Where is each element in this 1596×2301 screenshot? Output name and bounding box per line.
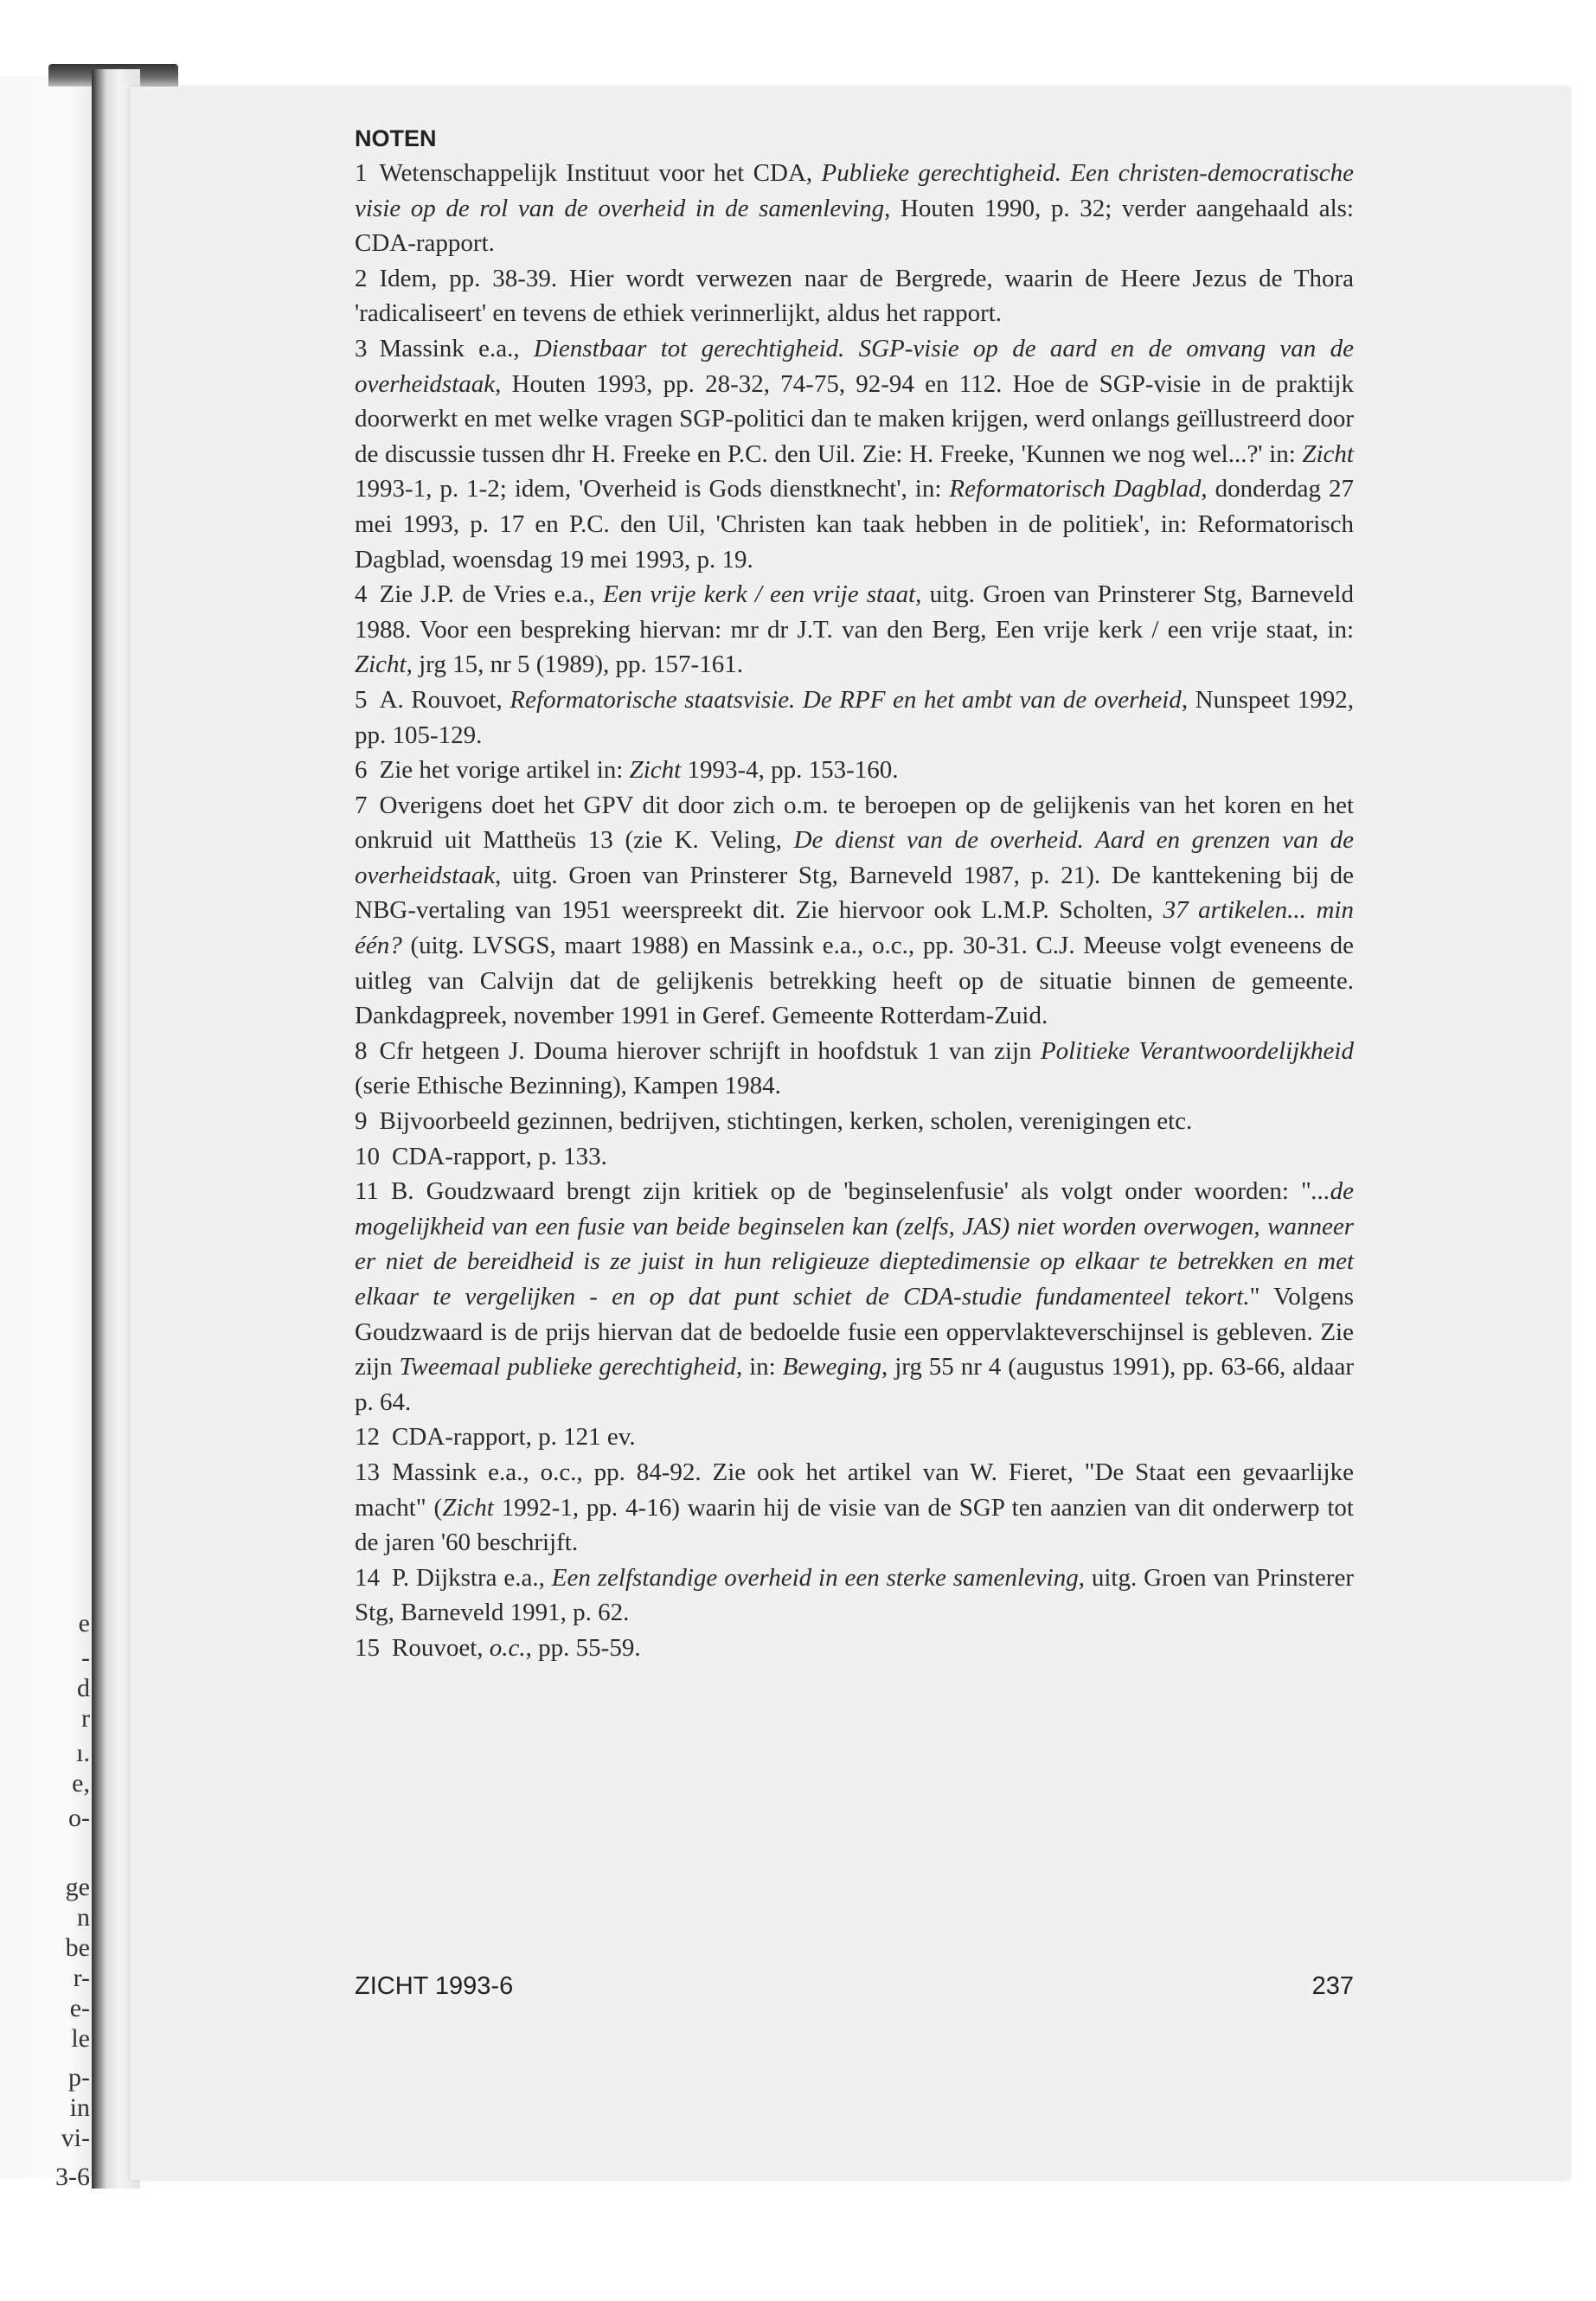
left-page-fragment: e, [72,1769,90,1798]
note-10 [355,1139,1354,1175]
note-number: 7 [355,791,368,819]
note-number: 10 [355,1142,380,1170]
note-text: , jrg 15, nr 5 (1989), pp. 157-161. [406,651,743,679]
note-number: 8 [355,1036,368,1065]
notes-heading: NOTEN [355,125,437,151]
note-number: 5 [355,685,368,714]
left-page-fragment: le [71,2024,90,2053]
note-text: Zie het vorige artikel in: [379,756,630,785]
note-text: , in: [735,1353,783,1381]
note-text: (uitg. LVSGS, maart 1988) en Massink e.a., o.c., pp. 30-31. C.J. Meeuse volgt eveneens de uitleg van Calvijn dat de gelijkenis betrekking heeft op de situatie binnen de gemeente. Dankdagpreek, november 1991 in Geref. Gemeente Rotterdam-Zuid. [355,932,1354,1030]
note-15 [355,1631,1354,1666]
note-text: Massink e.a., o.c., pp. 84-92. Zie ook het artikel van W. Fieret, "De Staat een gevaarlijke macht" ( [355,1458,1354,1522]
note-text: 1993-1, p. 1-2; idem, 'Overheid is Gods dienstknecht', in: [355,475,950,503]
left-page-fragment: o- [68,1804,90,1832]
note-7 [355,788,1354,1034]
note-text: " Volgens Goudzwaard is de prijs hiervan dat de bedoelde fusie een oppervlakteverschijnsel is gebleven. Zie zijn [355,1283,1355,1381]
note-text: , pp. 55-59. [525,1633,641,1662]
note-text: , uitg. Groen van Prinsterer Stg, Barneveld 1987, p. 21). De kanttekening bij de NBG-vertaling van 1951 weerspreekt dit. Zie hiervoor ook L.M.P. Scholten, [355,861,1354,925]
note-number: 13 [355,1458,380,1486]
note-number: 11 [355,1177,379,1206]
note-text: , donderdag 27 mei 1993, p. 17 en P.C. den Uil, 'Christen kan taak hebben in de politiek', in: Reformatorisch Dagblad, woensdag 19 mei 1993, p. 19. [355,475,1354,574]
note-text: (serie Ethische Bezinning), Kampen 1984. [355,1072,781,1100]
page-number: 237 [1311,1972,1354,2000]
note-number: 6 [355,756,368,785]
note-title-italic: De dienst van de overheid. Aard en grenzen van de overheidstaak [355,826,1354,889]
left-page-fragment: d [77,1674,90,1702]
note-number: 4 [355,580,368,609]
note-11 [355,1174,1354,1420]
note-8 [355,1034,1354,1104]
note-title-italic: 37 artikelen... min één? [355,896,1354,960]
note-text: 1992-1, pp. 4-16) waarin hij de visie van de SGP ten aanzien van dit onderwerp tot de jaren '60 beschrijft. [355,1493,1354,1557]
note-number: 1 [355,159,368,187]
note-number: 15 [355,1633,380,1662]
note-number: 9 [355,1107,368,1136]
note-12 [355,1420,1354,1455]
note-text: , Houten 1993, pp. 28-32, 74-75, 92-94 en 112. Hoe de SGP-visie in de praktijk doorwerkt en met welke vragen SGP-politici dan te maken krijgen, werd onlangs geïllustreerd door de discussie tussen dhr H. Freeke en P.C. den Uil. Zie: H. Freeke, 'Kunnen we nog wel...?' in: [355,369,1354,468]
note-title-italic: ...de mogelijkheid van een fusie van beide beginselen kan (zelfs, JAS) niet worden overwogen, wanneer er niet de bereidheid is ze juist in hun religieuze dieptedimensie op elkaar te betrekken en met elkaar te vergelijken - en op dat punt schiet de CDA-studie fundamenteel tekort. [355,1177,1354,1311]
note-text: , uitg. Groen van Prinsterer Stg, Barneveld 1991, p. 62. [355,1563,1354,1627]
note-text: Rouvoet, [392,1633,490,1662]
note-text: CDA-rapport, p. 133. [392,1142,607,1170]
left-page-fragment: e- [69,1994,90,2022]
left-page-fragment: ge [65,1873,90,1901]
note-1 [355,156,1354,261]
note-title-italic: Beweging [782,1353,882,1381]
note-title-italic: Zicht [442,1493,494,1522]
note-text: B. Goudzwaard brengt zijn kritiek op de 'beginselenfusie' als volgt onder woorden: " [390,1177,1311,1206]
note-title-italic: o.c. [489,1633,526,1662]
note-title-italic: Zicht [629,756,682,785]
note-14 [355,1561,1354,1631]
note-text: Wetenschappelijk Instituut voor het CDA, [379,159,822,187]
left-page-fragment: 3-6 [55,2163,90,2191]
note-text: CDA-rapport, p. 121 ev. [392,1423,636,1452]
note-title-italic: Tweemaal publieke gerechtigheid [399,1353,736,1381]
note-text: 1993-4, pp. 153-160. [681,756,899,785]
note-title-italic: Reformatorisch Dagblad [949,475,1202,503]
journal-issue: ZICHT 1993-6 [355,1972,514,2000]
note-text: A. Rouvoet, [379,685,510,714]
note-text: , jrg 55 nr 4 (augustus 1991), pp. 63-66, aldaar p. 64. [355,1353,1354,1416]
left-page-fragment: r- [73,1964,90,1992]
notes-section [355,121,1354,1666]
note-6 [355,753,1354,788]
note-text: Idem, pp. 38-39. Hier wordt verwezen naar de Bergrede, waarin de Heere Jezus de Thora 'radicaliseert' en tevens de ethiek verinnerlijkt, aldus het rapport. [355,264,1354,328]
note-title-italic: Politieke Verantwoordelijkheid [1040,1036,1354,1065]
left-page-fragment: r [81,1704,90,1733]
left-page-fragment: p- [68,2063,90,2092]
left-page-fragment: in [69,2093,90,2122]
note-number: 2 [355,264,368,292]
note-5 [355,683,1354,753]
note-title-italic: Publieke gerechtigheid. Een christen-democratische visie op de rol van de overheid in de samenleving [355,159,1354,222]
note-4 [355,577,1354,683]
left-page-fragment: n [77,1903,90,1932]
note-text: Bijvoorbeeld gezinnen, bedrijven, stichtingen, kerken, scholen, verenigingen etc. [379,1107,1193,1136]
notes-list [355,156,1354,1666]
note-title-italic: Reformatorische staatsvisie. De RPF en het ambt van de overheid [510,685,1182,714]
note-text: , Nunspeet 1992, pp. 105-129. [355,685,1354,749]
note-text: , uitg. Groen van Prinsterer Stg, Barneveld 1988. Voor een bespreking hiervan: mr dr J.T. van den Berg, Een vrije kerk / een vrije staat, in: [355,580,1354,644]
left-page-fragment: e [78,1609,90,1638]
note-2 [355,261,1354,331]
note-text: Overigens doet het GPV dit door zich o.m. te beroepen op de gelijkenis van het koren en het onkruid uit Mattheüs 13 (zie K. Veling, [355,791,1354,855]
note-text: Cfr hetgeen J. Douma hierover schrijft in hoofdstuk 1 van zijn [379,1036,1041,1065]
left-page-fragment: vi- [61,2124,90,2152]
left-page-fragment: - [81,1644,90,1672]
left-page-edge [0,76,97,2191]
note-text: P. Dijkstra e.a., [392,1563,552,1592]
note-13 [355,1455,1354,1561]
note-text: Massink e.a., [379,334,534,362]
note-text: Zie J.P. de Vries e.a., [379,580,604,609]
note-title-italic: Zicht [1302,439,1354,468]
note-title-italic: Een vrije kerk / een vrije staat [603,580,916,609]
note-number: 12 [355,1423,380,1452]
note-title-italic: Een zelfstandige overheid in een sterke samenleving [551,1563,1079,1592]
left-page-fragments [0,76,97,2191]
note-3 [355,331,1354,577]
note-number: 3 [355,334,368,362]
left-page-fragment: be [65,1933,90,1962]
note-9 [355,1104,1354,1139]
note-number: 14 [355,1563,380,1592]
note-text: , Houten 1990, p. 32; verder aangehaald als: CDA-rapport. [355,194,1354,258]
left-page-fragment: ı. [76,1739,90,1767]
page-footer [355,1972,1354,2007]
note-title-italic: Zicht [355,651,407,679]
note-title-italic: Dienstbaar tot gerechtigheid. SGP-visie op de aard en de omvang van de overheidstaak [355,334,1354,398]
